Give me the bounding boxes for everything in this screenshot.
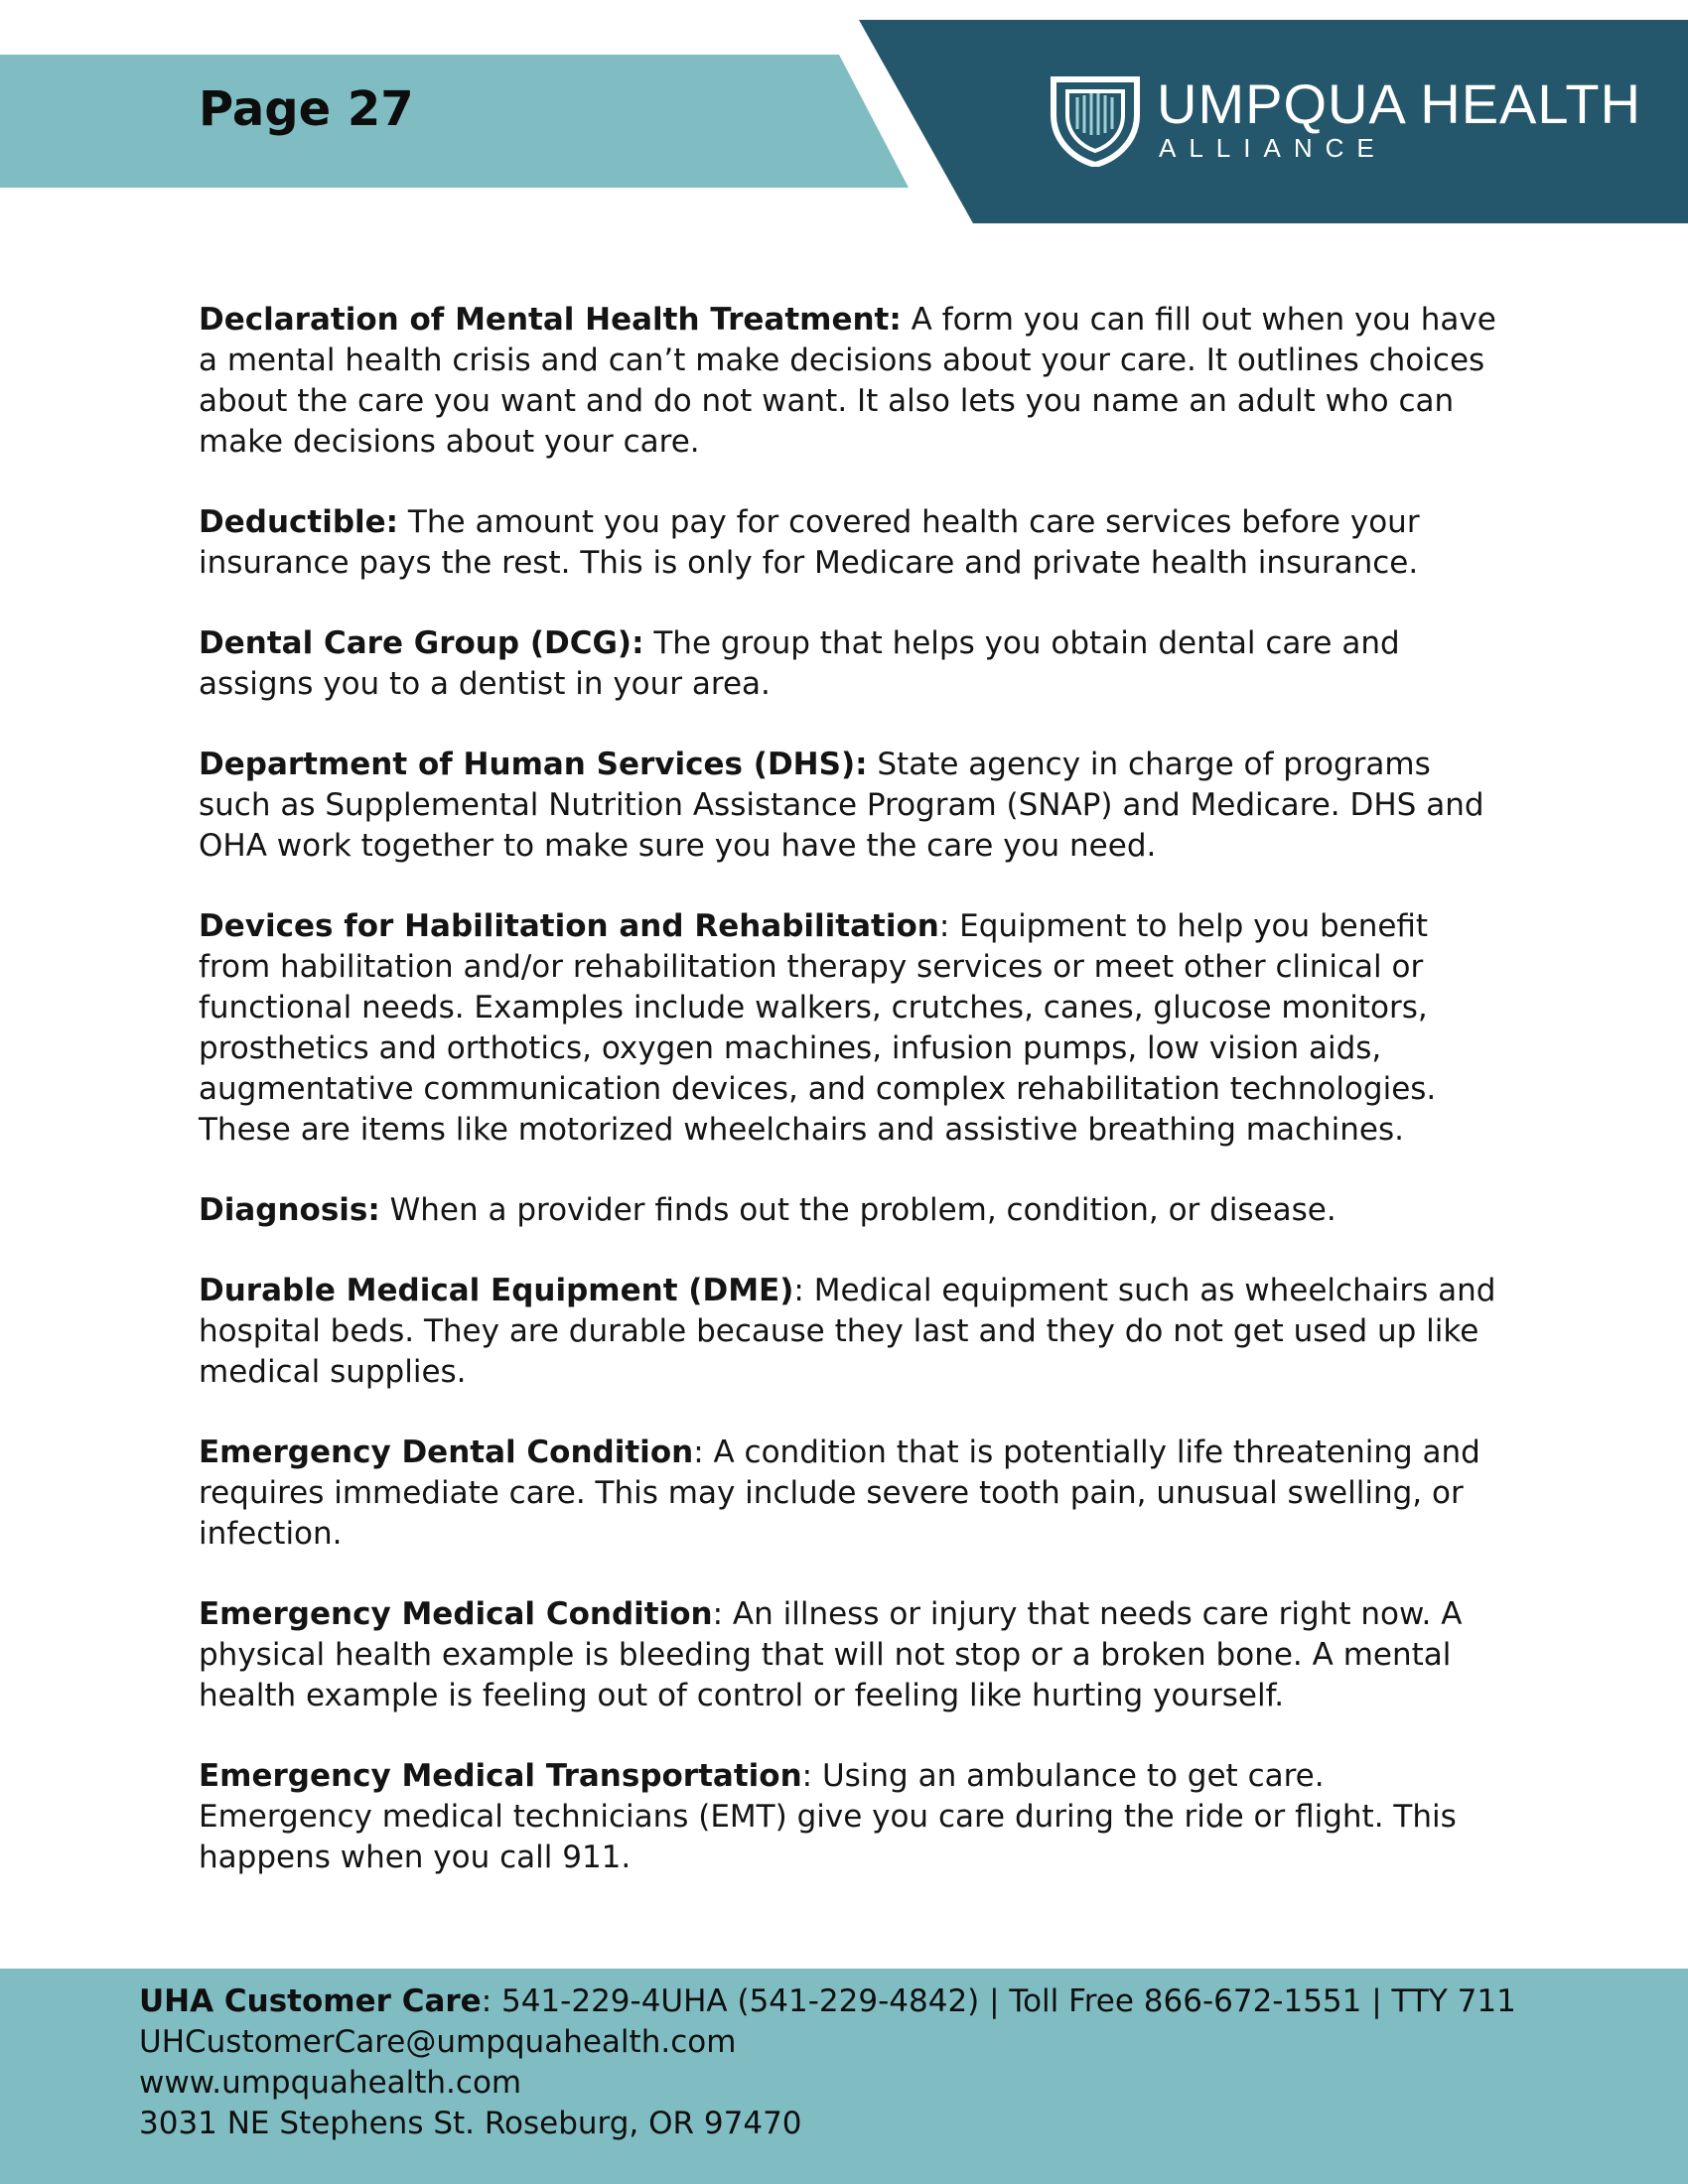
footer bbox=[0, 1969, 1688, 2184]
glossary-definition: State agency in charge of programs such as Supplemental Nutrition Assistance Program (SNAP) and Medicare. DHS and OHA work together to make sure you have the care you need. bbox=[199, 747, 1484, 864]
logo bbox=[1048, 71, 1643, 171]
glossary-term: Department of Human Services (DHS): bbox=[199, 747, 868, 782]
glossary-definition: : An illness or injury that needs care right now. A physical health example is bleeding that will not stop or a broken bone. A mental health example is feeling out of control or feeling like hurting yourself. bbox=[199, 1596, 1463, 1713]
glossary-entry bbox=[199, 1756, 1499, 1878]
glossary-definition: : A condition that is potentially life threatening and requires immediate care. This may include severe tooth pain, unusual swelling, or infection. bbox=[199, 1434, 1480, 1552]
glossary-term: Emergency Dental Condition bbox=[199, 1434, 694, 1470]
glossary-term: Dental Care Group (DCG): bbox=[199, 625, 644, 661]
glossary-entry bbox=[199, 745, 1499, 867]
mailing-address: 3031 NE Stephens St. Roseburg, OR 97470 bbox=[139, 2106, 802, 2141]
glossary-entry bbox=[199, 1271, 1499, 1393]
glossary-term: Emergency Medical Transportation bbox=[199, 1758, 802, 1794]
glossary-term: Devices for Habilitation and Rehabilitation bbox=[199, 908, 939, 944]
glossary-entry bbox=[199, 502, 1499, 584]
customer-care-email[interactable]: UHCustomerCare@umpquahealth.com bbox=[139, 2024, 737, 2060]
glossary-entry bbox=[199, 906, 1499, 1151]
customer-care-phones: : 541-229-4UHA (541-229-4842) | Toll Free 866-672-1551 | TTY 711 bbox=[481, 1983, 1516, 2019]
glossary-definition: : Using an ambulance to get care. Emergency medical technicians (EMT) give you care during the ride or flight. This happens when you call 911. bbox=[199, 1758, 1457, 1875]
glossary-entry bbox=[199, 300, 1499, 463]
glossary-term: Durable Medical Equipment (DME) bbox=[199, 1273, 794, 1308]
logo-name: UMPQUA HEALTH bbox=[1157, 72, 1642, 135]
logo-subtitle: ALLIANCE bbox=[1159, 133, 1387, 163]
glossary-entry bbox=[199, 1433, 1499, 1555]
glossary-term: Emergency Medical Condition bbox=[199, 1596, 713, 1632]
customer-care-line bbox=[139, 1981, 1516, 2022]
glossary-term: Deductible: bbox=[199, 504, 399, 540]
glossary-entry bbox=[199, 1594, 1499, 1716]
glossary-definition: The amount you pay for covered health care services before your insurance pays the rest. This is only for Medicare and private health insurance. bbox=[199, 504, 1420, 581]
header-band bbox=[0, 55, 909, 188]
page-number: Page 27 bbox=[199, 81, 414, 137]
glossary-content bbox=[199, 300, 1499, 1918]
glossary-definition: The group that helps you obtain dental care and assigns you to a dentist in your area. bbox=[199, 625, 1400, 702]
glossary-definition: When a provider finds out the problem, condition, or disease. bbox=[379, 1192, 1336, 1228]
glossary-definition: A form you can fill out when you have a mental health crisis and can’t make decisions about your care. It outlines choices about the care you want and do not want. It also lets you name an adult who can make decisions about your care. bbox=[199, 302, 1496, 460]
customer-care-label: UHA Customer Care bbox=[139, 1983, 482, 2019]
glossary-entry bbox=[199, 623, 1499, 705]
glossary-term: Declaration of Mental Health Treatment: bbox=[199, 302, 902, 338]
glossary-definition: : Equipment to help you benefit from habilitation and/or rehabilitation therapy services or meet other clinical or functional needs. Examples include walkers, crutches, canes, glucose monitors, prosthetics and orthotics, oxygen machines, infusion pumps, low vision aids, augmentative communication devices, and complex rehabilitation technologies. These are items like motorized wheelchairs and assistive breathing machines. bbox=[199, 908, 1437, 1148]
footer-contact bbox=[139, 1981, 1516, 2144]
glossary-entry bbox=[199, 1190, 1499, 1231]
glossary-term: Diagnosis: bbox=[199, 1192, 380, 1228]
glossary-definition: : Medical equipment such as wheelchairs and hospital beds. They are durable because they last and they do not get used up like medical supplies. bbox=[199, 1273, 1496, 1390]
uha-shield-icon bbox=[1048, 71, 1143, 167]
website-link[interactable]: www.umpquahealth.com bbox=[139, 2065, 522, 2101]
